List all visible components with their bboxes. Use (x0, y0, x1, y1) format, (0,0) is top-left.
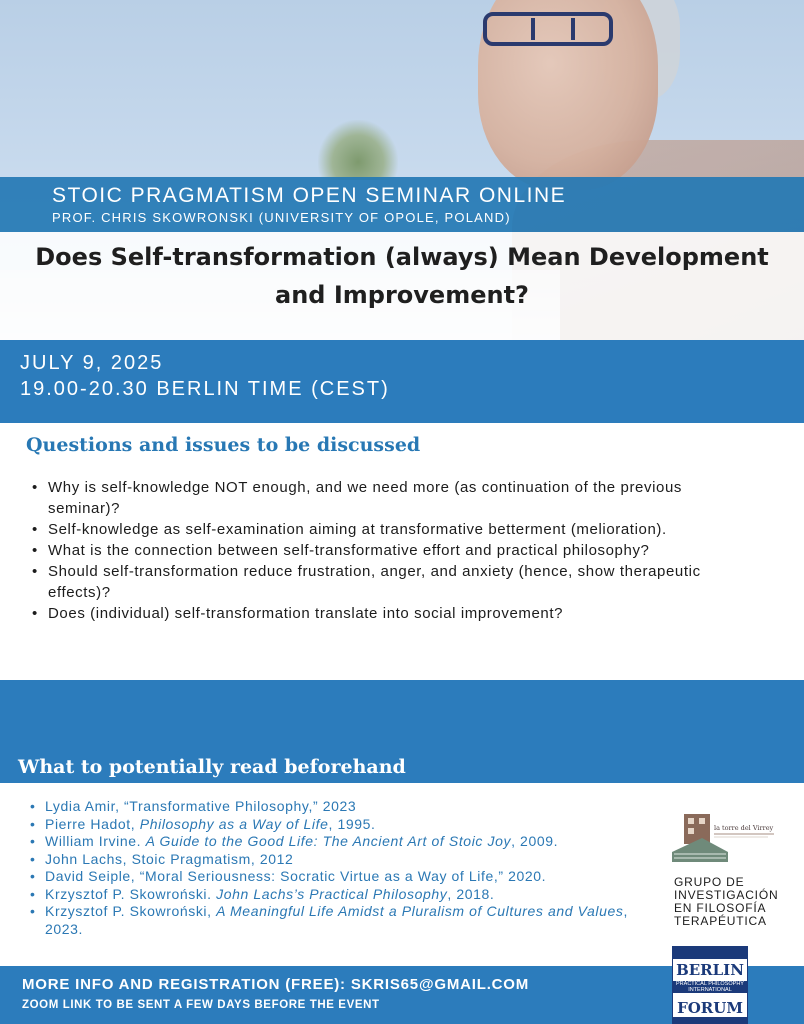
ref-text: Lydia Amir, “Transformative Philosophy,” 2023 (45, 798, 357, 814)
ref-text: Pierre Hadot, (45, 815, 140, 832)
reading-heading: What to potentially read beforehand (18, 756, 406, 778)
ref-text: , 2023. (45, 903, 628, 937)
reading-list (28, 798, 668, 938)
grupo-line: TERAPÉUTICA (674, 914, 767, 928)
list-item (28, 868, 668, 886)
grupo-label (674, 876, 778, 928)
ref-title: Philosophy as a Way of Life (139, 815, 329, 832)
registration-info: MORE INFO AND REGISTRATION (FREE): SKRIS65@GMAIL.COM (22, 976, 530, 993)
list-item (28, 816, 668, 834)
title-line-2: and Improvement? (275, 281, 529, 309)
berlin-logo-word: FORUM (677, 999, 743, 1017)
event-schedule (20, 350, 390, 402)
berlin-logo-subtitle: PRACTICAL PHILOSOPHY INTERNATIONAL (673, 981, 747, 993)
list-item (28, 903, 668, 938)
ref-text: David Seiple, “Moral Seriousness: Socratic Virtue as a Way of Life,” 2020. (45, 868, 547, 884)
list-item (28, 798, 668, 816)
tree-shape (318, 120, 398, 180)
list-item (28, 886, 668, 904)
grupo-line: GRUPO DE (674, 875, 745, 889)
zoom-note: ZOOM LINK TO BE SENT A FEW DAYS BEFORE THE EVENT (22, 999, 380, 1011)
ref-text: Krzysztof P. Skowroński. (45, 885, 217, 902)
questions-list (30, 477, 730, 624)
ref-title: John Lachs’s Practical Philosophy (216, 885, 448, 902)
list-item (28, 851, 668, 869)
list-item (28, 833, 668, 851)
ref-text: , 1995. (328, 815, 376, 832)
grupo-line: INVESTIGACIÓN (674, 888, 779, 902)
list-item: • Self-knowledge as self-examination aiming at transformative betterment (melioration). (30, 519, 730, 540)
ref-text: John Lachs, Stoic Pragmatism, 2012 (45, 850, 294, 867)
ref-title: A Meaningful Life Amidst a Pluralism of Cultures and Values (216, 903, 624, 919)
questions-heading: Questions and issues to be discussed (26, 434, 421, 456)
title-line-1: Does Self-transformation (always) Mean Development (35, 243, 769, 271)
torre-logo-text: la torre del Virrey (714, 824, 774, 832)
ref-text: William Irvine. (45, 833, 146, 849)
list-item: • Does (individual) self-transformation translate into social improvement? (30, 603, 730, 624)
page-title (0, 238, 804, 314)
berlin-logo-word: BERLIN (676, 961, 744, 979)
ref-text: , 2009. (511, 833, 559, 849)
ref-text: , 2018. (447, 885, 495, 902)
glasses-shape (483, 12, 613, 46)
ref-title: A Guide to the Good Life: The Ancient Art of Stoic Joy (145, 833, 512, 849)
speaker-line: PROF. CHRIS SKOWRONSKI (UNIVERSITY OF OPOLE, POLAND) (52, 210, 511, 225)
ref-text: Krzysztof P. Skowroński, (45, 903, 217, 919)
list-item: • What is the connection between self-transformative effort and practical philosophy? (30, 540, 730, 561)
berlin-forum-logo (672, 946, 748, 1024)
seminar-title: STOIC PRAGMATISM OPEN SEMINAR ONLINE (52, 184, 567, 207)
event-time: 19.00-20.30 BERLIN TIME (CEST) (20, 378, 390, 400)
list-item: • Why is self-knowledge NOT enough, and we need more (as continuation of the previous seminar)? (30, 477, 730, 519)
torre-del-virrey-logo (668, 808, 778, 868)
list-item: • Should self-transformation reduce frustration, anger, and anxiety (hence, show therapeutic effects)? (30, 561, 730, 603)
event-date: JULY 9, 2025 (20, 352, 164, 374)
grupo-line: EN FILOSOFÍA (674, 901, 767, 915)
